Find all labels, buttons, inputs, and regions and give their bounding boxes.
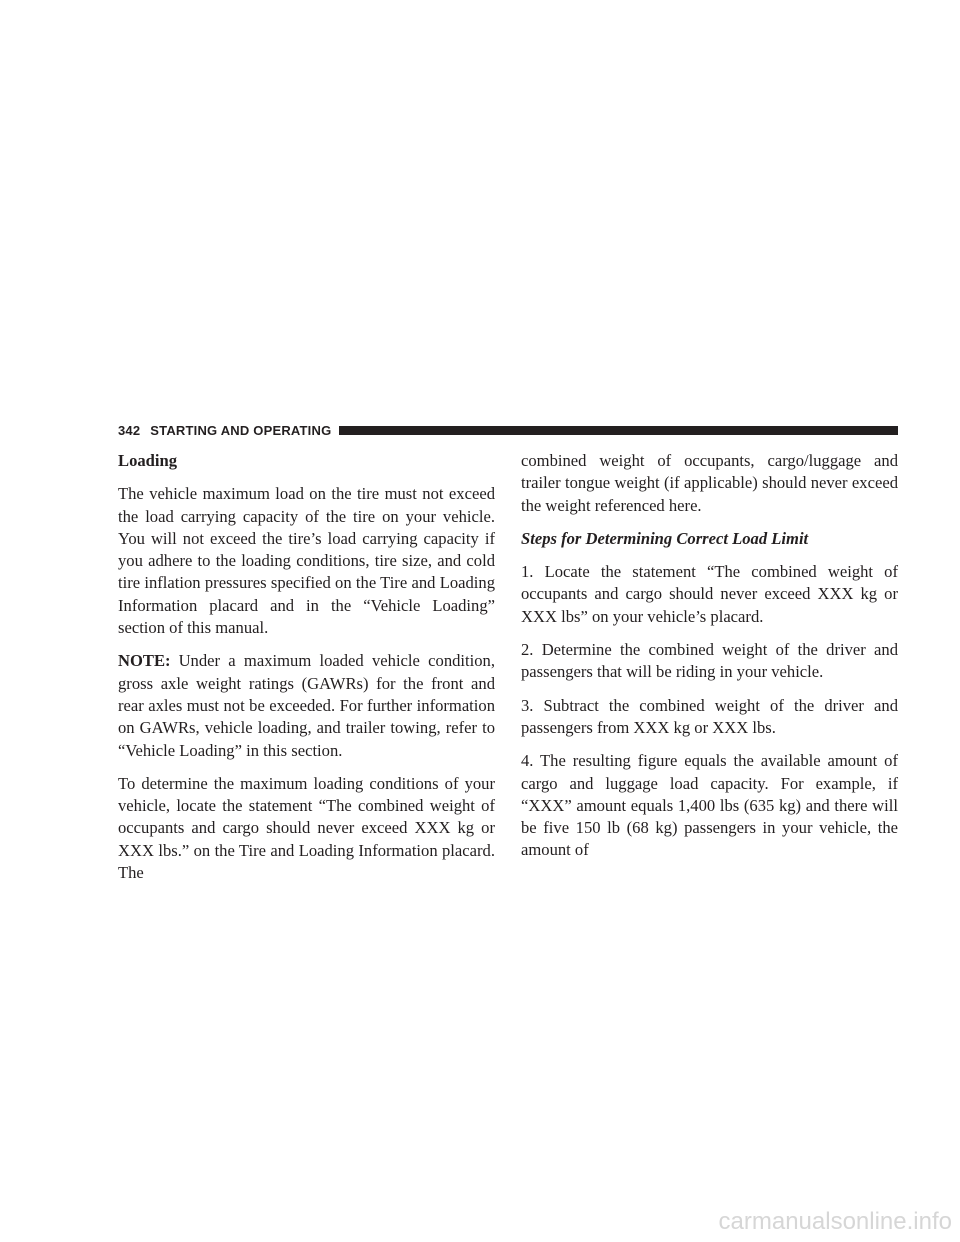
step-1: 1. Locate the statement “The combined weight of occupants and cargo should never exceed XXX kg or XXX lbs” on your vehicle’s placard. <box>521 562 898 626</box>
steps-subheading: Steps for Determining Correct Load Limit <box>521 528 809 548</box>
loading-heading: Loading <box>118 451 178 470</box>
section-title: STARTING AND OPERATING <box>150 422 332 438</box>
page-header <box>118 420 898 440</box>
watermark: carmanualsonline.info <box>718 1208 952 1235</box>
page-number: 342 <box>118 422 141 438</box>
right-column <box>521 450 898 873</box>
step-3: 3. Subtract the combined weight of the driver and passengers from XXX kg or XXX lbs. <box>521 695 898 737</box>
max-loading-paragraph: To determine the maximum loading conditions of your vehicle, locate the statement “The combined weight of occupants and cargo should never exceed XXX kg or XXX lbs.” on the Tire and Loading Information placard. The <box>118 773 495 883</box>
header-rule <box>339 426 898 435</box>
note-paragraph <box>118 650 495 761</box>
loading-paragraph: The vehicle maximum load on the tire must not exceed the load carrying capacity of the tire on your vehicle. You will not exceed the tire’s load carrying capacity if you adhere to the loading conditions, tire size, and cold tire inflation pressures specified on the Tire and Loading Information placard and in the “Vehicle Loading” section of this manual. <box>118 484 495 638</box>
note-label: NOTE: <box>118 651 171 671</box>
continuation-paragraph: combined weight of occupants, cargo/luggage and trailer tongue weight (if applicable) should never exceed the weight referenced here. <box>521 451 898 515</box>
note-text: Under a maximum loaded vehicle condition, gross axle weight ratings (GAWRs) for the front and rear axles must not be exceeded. For further information on GAWRs, vehicle loading, and trailer towing, refer to “Vehicle Loading” in this section. <box>118 651 495 760</box>
left-column <box>118 450 495 895</box>
step-4: 4. The resulting figure equals the available amount of cargo and luggage load capacity. For example, if “XXX” amount equals 1,400 lbs (635 kg) and there will be five 150 lb (68 kg) passengers in your vehicle, the amount of <box>521 751 898 860</box>
step-2: 2. Determine the combined weight of the driver and passengers that will be riding in your vehicle. <box>521 640 898 682</box>
